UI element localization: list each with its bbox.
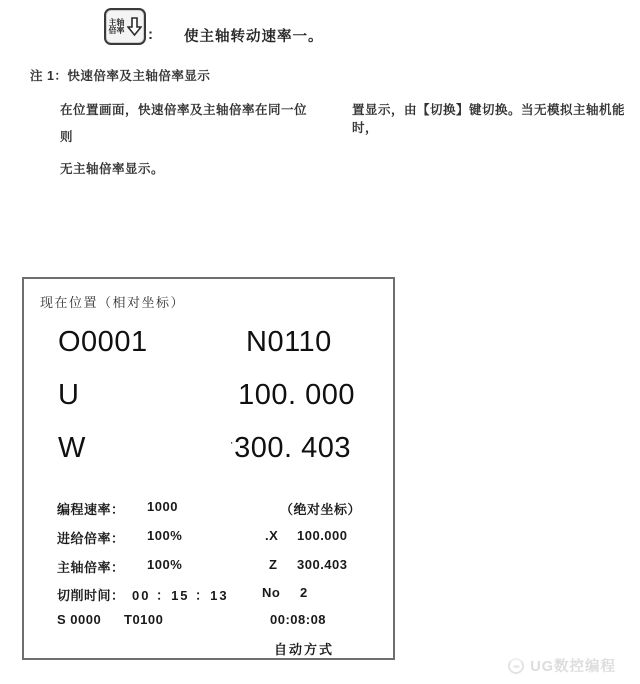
feed-override-label: 进给倍率：	[57, 531, 125, 546]
mode-indicator: 自动方式	[274, 642, 335, 657]
axis-u-value: 100. 000	[238, 379, 355, 411]
feed-override-value: 100%	[147, 528, 183, 543]
axis-w-label: W	[58, 432, 86, 464]
note-body-then: 则	[60, 130, 74, 144]
abs-z-value: 300.403	[297, 557, 348, 572]
key-colon: :	[148, 26, 153, 43]
abs-z-label: Z	[269, 557, 278, 572]
watermark-logo-icon	[508, 658, 524, 674]
run-time-value: 00:08:08	[270, 612, 327, 627]
down-arrow-icon	[127, 17, 142, 37]
spindle-override-down-key	[104, 8, 146, 45]
axis-w-dot-mark: ·	[229, 435, 235, 449]
part-count-label: No	[262, 585, 281, 600]
position-display-panel	[22, 277, 395, 660]
cutting-time-label: 切削时间：	[57, 588, 125, 603]
note-title: 注 1：快速倍率及主轴倍率显示	[30, 69, 211, 83]
abs-x-value: 100.000	[297, 528, 348, 543]
programmed-speed-value: 1000	[147, 499, 178, 514]
key-label	[109, 19, 125, 35]
key-label-line2: 倍率	[108, 25, 125, 35]
program-number: O0001	[58, 326, 148, 358]
axis-w-value-number: 300. 403	[234, 432, 351, 464]
watermark	[508, 655, 616, 676]
programmed-speed-label: 编程速率：	[57, 502, 125, 517]
note-body-last: 无主轴倍率显示。	[60, 162, 165, 176]
spindle-override-label: 主轴倍率：	[57, 560, 125, 575]
axis-u-label: U	[58, 379, 80, 411]
spindle-override-value: 100%	[147, 557, 183, 572]
watermark-text: UG数控编程	[530, 659, 616, 675]
key-caption: 使主轴转动速率一。	[184, 29, 324, 45]
sequence-number: N0110	[246, 326, 332, 358]
note-body-right: 置显示，由【切换】键切换。当无模拟主轴机能时，	[352, 103, 626, 135]
axis-w-value	[174, 434, 351, 463]
note-body-left: 在位置画面，快速倍率及主轴倍率在同一位	[60, 103, 308, 117]
spindle-s-value: S 0000	[57, 612, 102, 627]
part-count-value: 2	[300, 585, 308, 600]
cutting-time-value: 00 ：15 ：13	[132, 588, 229, 603]
abs-x-label: .X	[265, 528, 279, 543]
key-label-line1: 主轴	[108, 17, 125, 27]
absolute-coords-title: （绝对坐标）	[280, 502, 362, 517]
panel-title: 现在位置（相对坐标）	[40, 295, 186, 310]
tool-t-value: T0100	[124, 612, 164, 627]
